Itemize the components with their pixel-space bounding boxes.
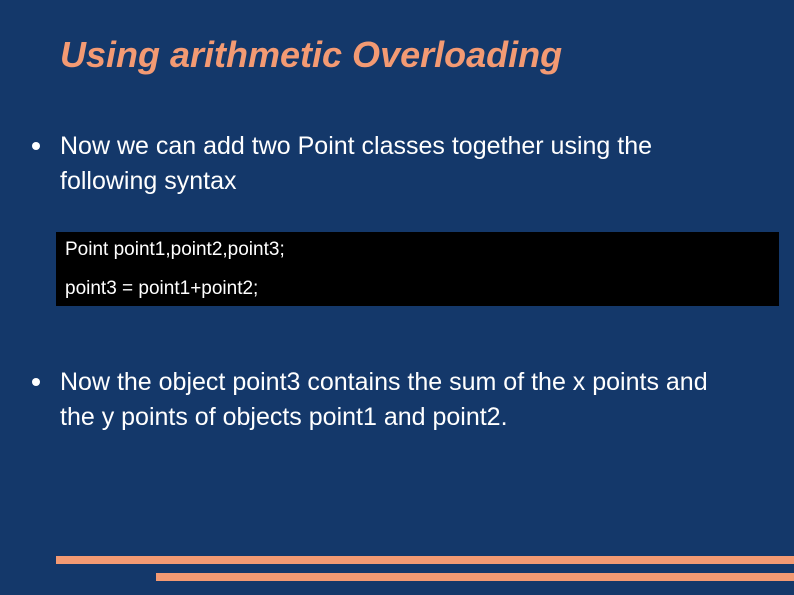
- bullet-item: [32, 365, 732, 437]
- slide-title: Using arithmetic Overloading: [60, 34, 563, 75]
- bullet-dot-icon: [32, 378, 40, 386]
- code-line: point3 = point1+point2;: [65, 278, 259, 299]
- code-block: [56, 232, 779, 306]
- bullet-text: Now we can add two Point classes together using the following syntax: [60, 132, 653, 195]
- bullet-text: Now the object point3 contains the sum of the x points and the y points of objects point1 and point2.: [60, 368, 708, 431]
- accent-bar: [156, 573, 794, 581]
- bullet-item: [32, 129, 732, 201]
- code-line: Point point1,point2,point3;: [65, 239, 285, 260]
- bullet-dot-icon: [32, 142, 40, 150]
- accent-bar: [56, 556, 794, 564]
